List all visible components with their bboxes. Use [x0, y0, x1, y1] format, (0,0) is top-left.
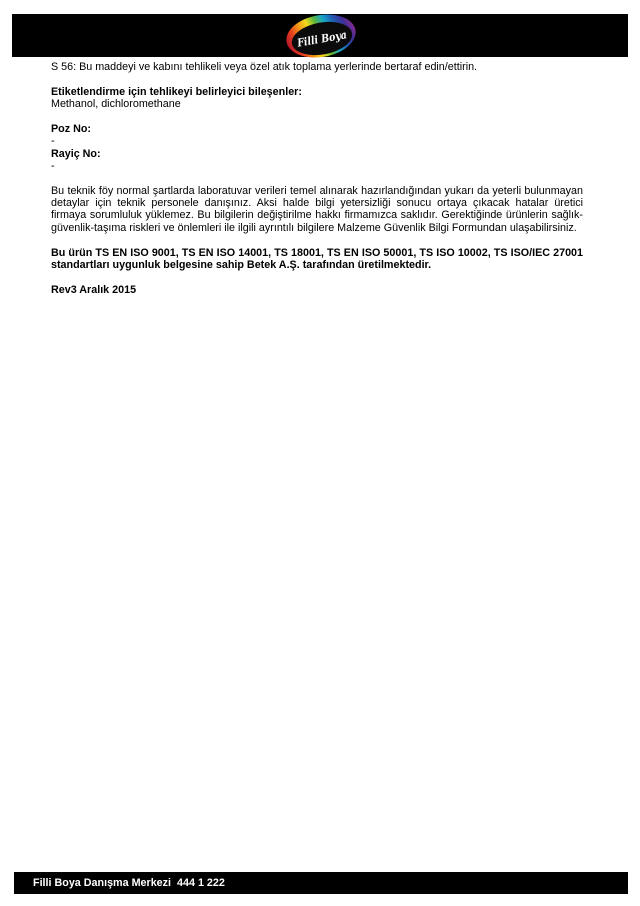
disclaimer-line: firmaya sorumluluk yüklemez. Bu bilgilerin değiştirilme hakkı firmamızca saklıdır. Gerektiğinde ürünlerin sağlık-	[51, 209, 583, 222]
hazard-components-heading: Etiketlendirme için tehlikeyi belirleyici bileşenler:	[51, 85, 302, 98]
disclaimer-line: Bu teknik föy normal şartlarda laboratuvar verileri temel alınarak hazırlandığından yukarı da yeterli bulunmayan	[51, 184, 583, 197]
poz-no-label: Poz No:	[51, 122, 92, 135]
poz-no-value: -	[51, 135, 55, 148]
disposal-statement: S 56: Bu maddeyi ve kabını tehlikeli veya özel atık toplama yerlerinde bertaraf edin/ettirin.	[51, 61, 478, 73]
footer-label: Filli Boya Danışma Merkezi	[33, 877, 172, 889]
footer-contact	[33, 872, 225, 894]
certification-line: standartları uygunluk belgesine sahip Betek A.Ş. tarafından üretilmektedir.	[51, 258, 432, 271]
rayic-no-value: -	[51, 159, 55, 172]
spacer	[51, 271, 583, 283]
certification-statement	[51, 247, 583, 272]
rayic-no-label: Rayiç No:	[51, 147, 101, 160]
footer-bar	[14, 872, 628, 894]
disclaimer-line: detaylar için teknik personele danışınız. Aksi halde bilgi yetersizliği sonucu ortaya çıkacak hatalar üretici	[51, 197, 583, 210]
brand-logo	[284, 12, 358, 60]
spacer	[51, 172, 583, 184]
disclaimer-paragraph	[51, 185, 583, 235]
document-body	[51, 61, 583, 296]
spacer	[51, 234, 583, 246]
hazard-components: Methanol, dichloromethane	[51, 98, 181, 111]
revision-note: Rev3 Aralık 2015	[51, 283, 137, 296]
logo-wordmark: Filli Boya	[296, 26, 357, 50]
spacer	[51, 73, 583, 85]
footer-phone: 444 1 222	[177, 877, 225, 889]
certification-line: Bu ürün TS EN ISO 9001, TS EN ISO 14001, TS 18001, TS EN ISO 50001, TS ISO 10002, TS ISO/IEC 27001	[51, 246, 583, 259]
spacer	[51, 110, 583, 122]
disclaimer-line: güvenlik-taşıma riskleri ve önlemleri ile ilgili ayrıntılı bilgilere Malzeme Güvenlik Bilgi Formundan ulaşabilirsiniz.	[51, 221, 577, 234]
